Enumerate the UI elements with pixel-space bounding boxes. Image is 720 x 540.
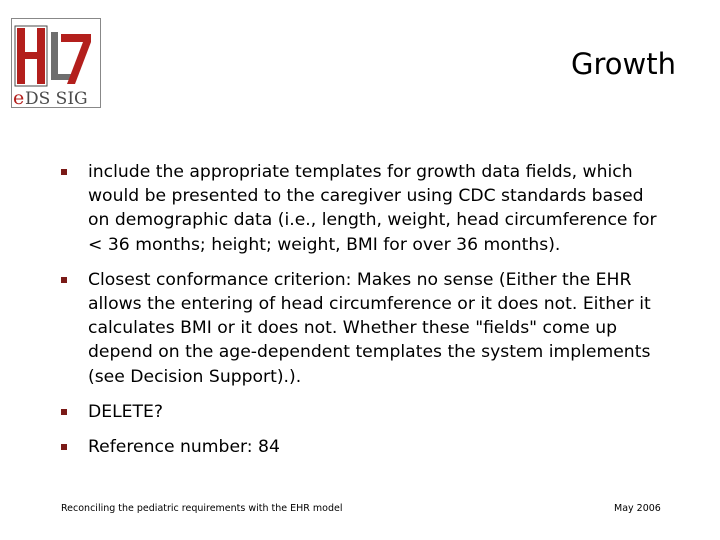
logo-sig-text: DS SIG bbox=[25, 89, 88, 108]
bullet-text: Reference number: 84 bbox=[88, 437, 280, 458]
bullet-text: Closest conformance criterion: Makes no sense (Either the EHR allows the entering of head circumference or it does not. Either it calculates BMI or it does not. Whether these "fields" come up depend on the age-dependent templates the system implements (see Decision Support).). bbox=[88, 269, 651, 387]
hl7-peds-sig-logo bbox=[11, 18, 101, 108]
bullet-square-icon bbox=[61, 444, 67, 450]
bullet-square-icon bbox=[61, 409, 67, 415]
bullet-square-icon bbox=[61, 277, 67, 283]
footer-date: May 2006 bbox=[614, 503, 661, 514]
bullet-item bbox=[60, 400, 665, 424]
bullet-list bbox=[60, 160, 665, 470]
bullet-square-icon bbox=[61, 169, 67, 175]
slide-title: Growth bbox=[571, 47, 676, 81]
bullet-text: DELETE? bbox=[88, 401, 164, 422]
footer-presentation-title: Reconciling the pediatric requirements with the EHR model bbox=[61, 503, 343, 514]
bullet-text: include the appropriate templates for growth data fields, which would be presented to the caregiver using CDC standards based on demographic data (i.e., length, weight, head circumference for < 36 months; height; weight, BMI for over 36 months). bbox=[88, 162, 657, 255]
bullet-item bbox=[60, 160, 665, 257]
logo-e: e bbox=[13, 87, 25, 108]
bullet-item bbox=[60, 268, 665, 389]
bullet-item bbox=[60, 435, 665, 459]
logo-graphic bbox=[11, 18, 101, 108]
